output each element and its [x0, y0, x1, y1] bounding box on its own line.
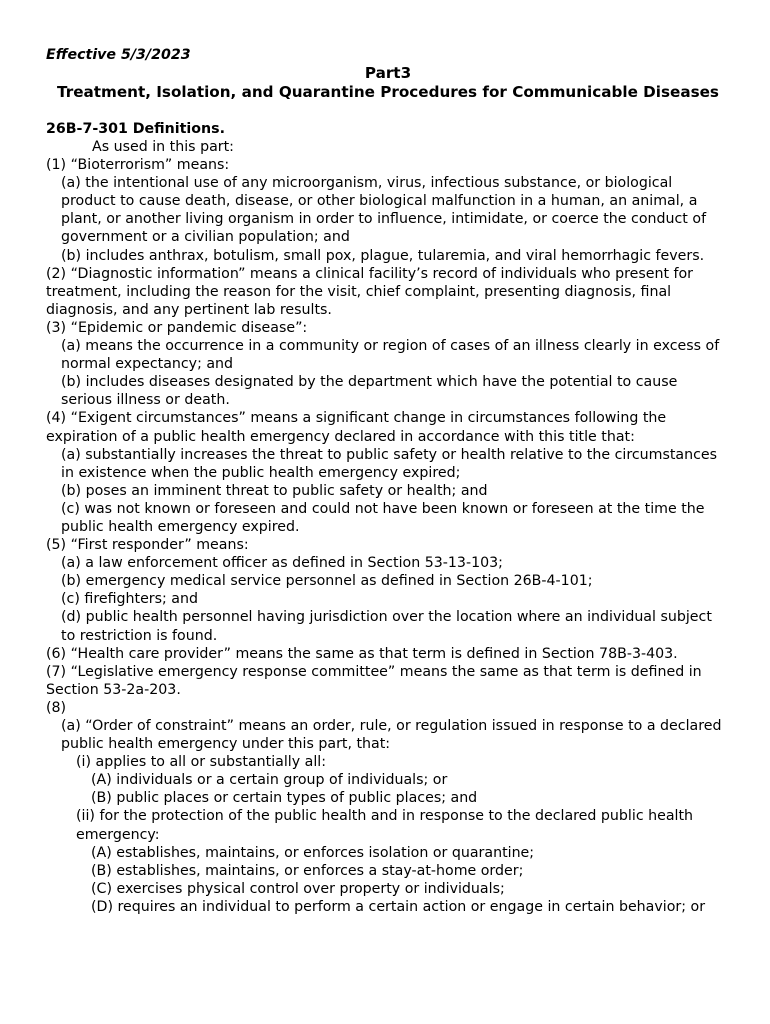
definition-line: (b) poses an imminent threat to public safety or health; and	[61, 482, 488, 499]
definition-line: (c) was not known or foreseen and could not have been known or foreseen at the time the public health emergency expired.	[61, 500, 705, 535]
definition-line: (a) the intentional use of any microorganism, virus, infectious substance, or biological product to cause death, disease, or other biological malfunction in a human, an animal, a plant, or another living organism in order to influence, intimidate, or coerce the conduct of government or a civilian population; and	[61, 175, 707, 246]
definition-line: (ii) for the protection of the public health and in response to the declared public health emergency:	[76, 808, 694, 843]
definition-line: (A) establishes, maintains, or enforces isolation or quarantine;	[91, 844, 535, 861]
definition-line: (a) “Order of constraint” means an order, rule, or regulation issued in response to a declared public health emergency under this part, that:	[61, 718, 722, 753]
definition-line: (a) substantially increases the threat to public safety or health relative to the circumstances in existence when the public health emergency expired;	[61, 446, 718, 481]
definition-line: (1) “Bioterrorism” means:	[46, 157, 230, 174]
section-body	[46, 138, 730, 916]
definition-line: (i) applies to all or substantially all:	[76, 754, 326, 771]
definition-line: (6) “Health care provider” means the same as that term is defined in Section 78B-3-403.	[46, 645, 678, 662]
definition-line: (D) requires an individual to perform a certain action or engage in certain behavior; or	[91, 898, 706, 915]
definition-line: (4) “Exigent circumstances” means a significant change in circumstances following the expiration of a public health emergency declared in accordance with this title that:	[46, 410, 667, 445]
definition-line: (5) “First responder” means:	[46, 537, 249, 554]
definition-line: (b) includes anthrax, botulism, small pox, plague, tularemia, and viral hemorrhagic fevers.	[61, 247, 705, 264]
definition-line: (B) establishes, maintains, or enforces a stay-at-home order;	[91, 862, 524, 879]
definition-line: As used in this part:	[92, 139, 234, 155]
effective-date: Effective 5/3/2023	[46, 47, 191, 63]
part-number: Part3	[364, 64, 412, 82]
definition-line: (B) public places or certain types of public places; and	[91, 790, 478, 807]
definition-line: (a) means the occurrence in a community or region of cases of an illness clearly in excess of normal expectancy; and	[61, 338, 720, 373]
definition-line: (C) exercises physical control over property or individuals;	[91, 880, 505, 897]
definition-line: (c) firefighters; and	[61, 591, 198, 608]
definition-line: (A) individuals or a certain group of individuals; or	[91, 772, 448, 789]
definition-line: (b) includes diseases designated by the department which have the potential to cause serious illness or death.	[61, 374, 678, 409]
part-title: Treatment, Isolation, and Quarantine Procedures for Communicable Diseases	[57, 83, 719, 101]
definition-line: (2) “Diagnostic information” means a clinical facility’s record of individuals who present for treatment, including the reason for the visit, chief complaint, presenting diagnosis, final diagnosis, and any pertinent lab results.	[46, 265, 694, 318]
definition-line: (7) “Legislative emergency response committee” means the same as that term is defined in Section 53-2a-203.	[46, 663, 702, 698]
section-title: 26B-7-301 Definitions.	[46, 121, 225, 137]
definition-line: (b) emergency medical service personnel as defined in Section 26B-4-101;	[61, 573, 593, 590]
definition-line: (d) public health personnel having jurisdiction over the location where an individual subject to restriction is found.	[61, 609, 712, 644]
definition-line: (3) “Epidemic or pandemic disease”:	[46, 319, 308, 336]
definition-line: (8)	[46, 699, 67, 716]
definition-line: (a) a law enforcement officer as defined in Section 53-13-103;	[61, 555, 503, 572]
